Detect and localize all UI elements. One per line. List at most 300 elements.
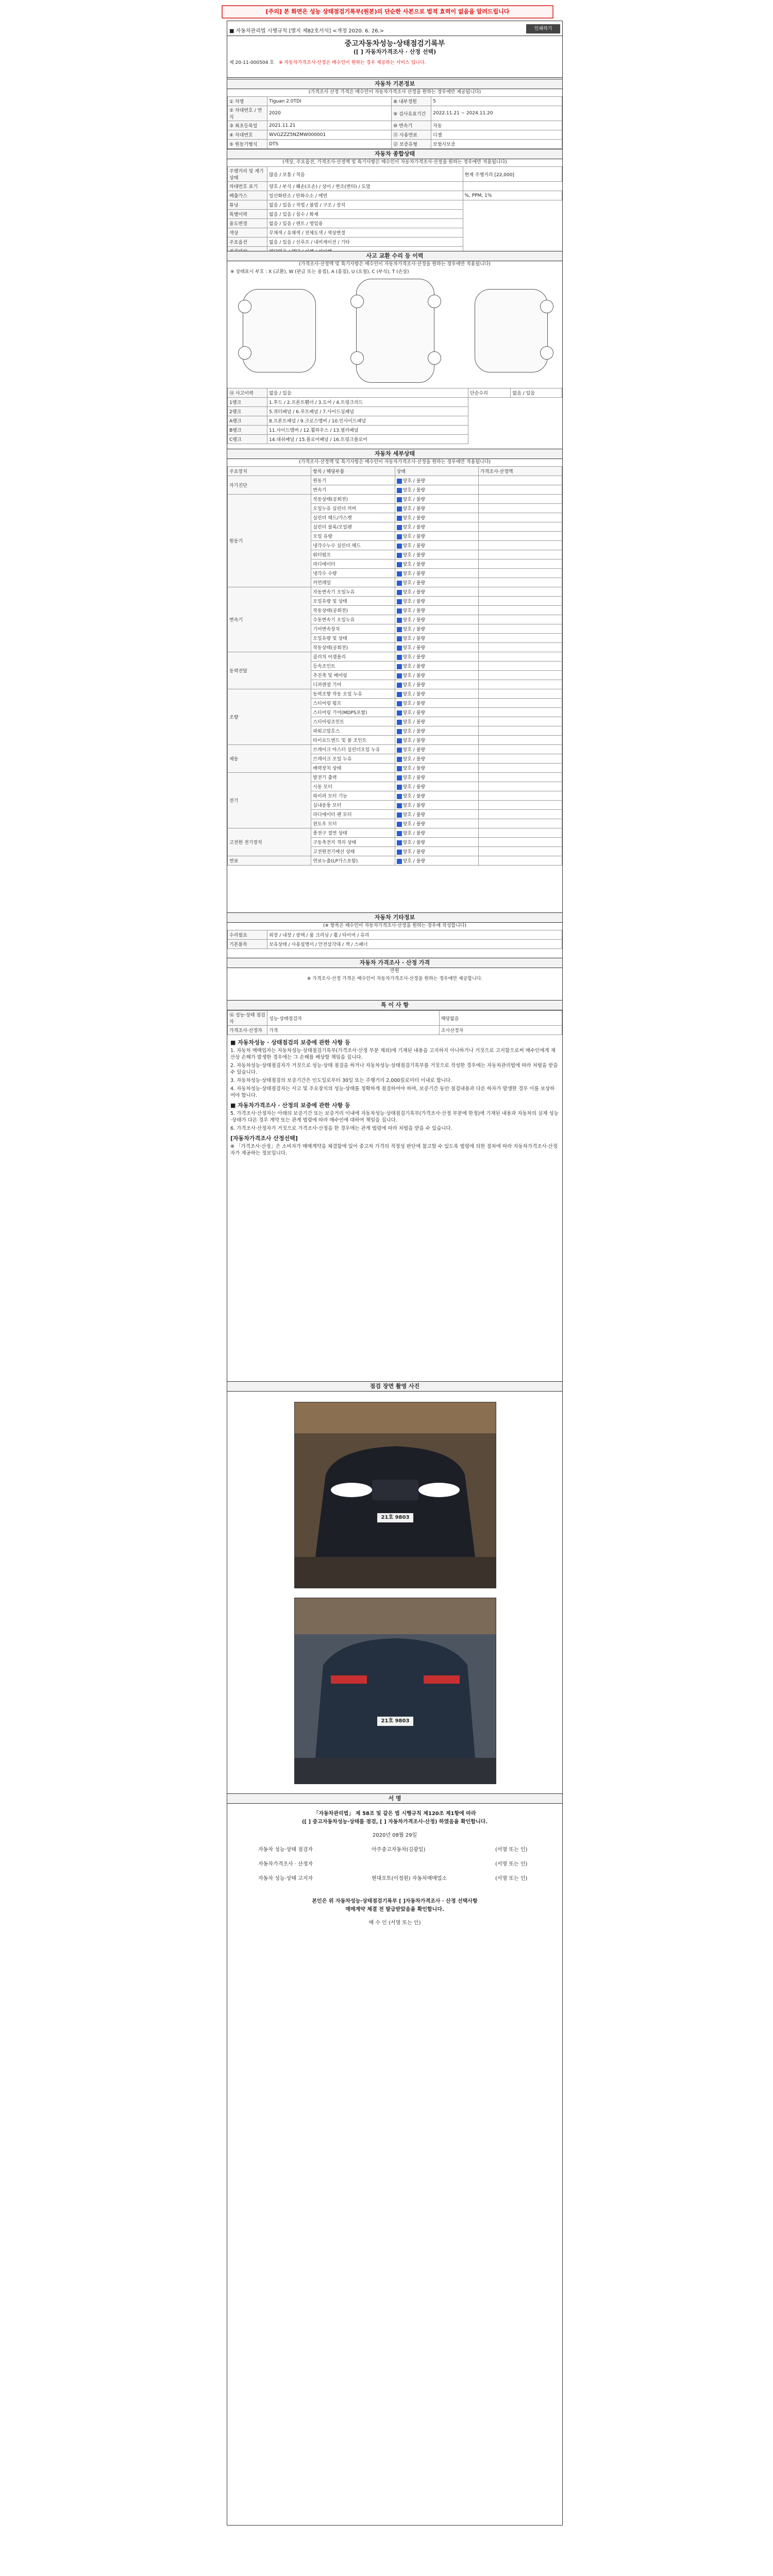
detail-price [478,671,562,680]
form-number: ■ 자동차관리법 시행규칙 [별지 제82호서식] <개정 2020. 6. 26.> [229,28,384,34]
other-info-sub: (※ 항목은 매수인이 자동차가격조사·산정을 원하는 경우에 작성합니다) [323,923,467,928]
detail-price [478,717,562,726]
checkbox-icon [397,720,402,725]
checkbox-icon [397,479,402,484]
accident-row [228,416,562,426]
basic-label: ④ 차대번호 [228,130,267,140]
status-row [228,200,562,210]
status-label: 색상 [228,228,267,238]
warranty-heading-1: ■ 자동차성능 · 상태점검의 보증에 관한 사항 등 [230,1039,350,1046]
status-value: 많음 / 보통 / 적음 [267,167,463,182]
basic-label: ② 차대번호 / 연식 [228,106,267,121]
detail-col-header: 가격조사·산정액 [478,467,562,476]
detail-state-text: 양호 / 불량 [402,479,426,484]
other-row [228,940,562,949]
checkbox-icon [397,590,402,595]
accident-value: 8.프론트패널 / 9.크로스멤버 / 10.인사이드패널 [267,416,468,426]
basic-label: ⑤ 원동기형식 [228,140,267,149]
status-table [227,166,562,256]
other-row [228,930,562,940]
checkbox-icon [397,571,402,577]
detail-state-text: 양호 / 불량 [402,646,426,651]
detail-state [395,541,478,550]
checkbox-icon [397,803,402,808]
signature-date: 2020년 08월 29일 [372,1833,417,1838]
detail-state-text: 양호 / 불량 [402,803,426,808]
detail-state [395,699,478,708]
inspection-photo-front [294,1402,496,1588]
detail-item: 실내송풍 모터 [311,801,395,810]
status-row [228,210,562,219]
status-sub: (색상, 주요옵션, 가격조사·산정액 및 특기사항은 매수인이 자동차가격조사·산정을 원하는 경우에만 적용됩니다) [282,160,507,165]
detail-state-text: 양호 / 불량 [402,608,426,614]
detail-state-text: 양호 / 불량 [402,673,426,679]
detail-group: 동력전달 [228,652,311,689]
basic-value: 디젤 [431,130,562,140]
checkbox-icon [397,775,402,781]
accident-label: ⑭ 사고이력 [228,388,267,398]
detail-price [478,810,562,819]
checkbox-icon [397,525,402,530]
checkbox-icon [397,664,402,669]
detail-price [478,587,562,597]
price-note: ※ 가격조사·산정 가격은 매수인이 자동차가격조사·산정을 원하는 경우에만 제공합니다. [307,976,483,981]
detail-state [395,615,478,624]
detail-state-text: 양호 / 불량 [402,822,426,827]
detail-head-row [228,467,562,476]
accident-header: 사고 교환 수리 등 이력 [227,251,562,261]
signature-law-1: 「자동차관리법」 제 58조 및 같은 법 시행규칙 제120조 제1항에 따라 [313,1811,476,1817]
detail-item: 구동축전지 격리 상태 [311,838,395,847]
accident-label: C랭크 [228,435,267,444]
checkbox-icon [397,757,402,762]
inspection-record-page [227,21,563,2526]
detail-state-text: 양호 / 불량 [402,562,426,567]
accident-table [227,388,562,444]
checkbox-icon [397,794,402,799]
detail-item: 타이로드엔드 및 볼 조인트 [311,736,395,745]
detail-state [395,754,478,764]
basic-label: ⑩ 변속기 [392,121,431,130]
detail-item: 냉각수 수량 [311,569,395,578]
detail-state [395,689,478,699]
special-notes-table [227,1010,562,1035]
buyer-signature: 매 수 인 (서명 또는 인) [368,1920,421,1926]
document-title-block [227,36,562,78]
checkbox-icon [397,636,402,641]
detail-state [395,624,478,634]
front-license-plate: 21호 9803 [381,1515,410,1520]
print-button[interactable]: 인쇄하기 [526,24,560,33]
detail-col-header: 상태 [395,467,478,476]
status-value: %, PPM, 1% [463,191,562,200]
status-row [228,191,562,200]
status-row [228,238,562,247]
detail-price [478,838,562,847]
checkbox-icon [397,506,402,512]
car-rear-photo [295,1598,496,1784]
checkbox-icon [397,729,402,734]
price-warranty-paragraph: 6. 가격조사·산정자가 거짓으로 가격조사·산정을 한 경우에는 관계 법령에 따라 처벌을 받을 수 있습니다. [230,1126,452,1131]
detail-item: 오일 유량 [311,532,395,541]
special-cell: ⑯ 성능·상태 점검자 [228,1011,267,1026]
detail-item: 작동상태(공회전) [311,495,395,504]
detail-price [478,578,562,587]
detail-state-text: 양호 / 불량 [402,534,426,539]
detail-price [478,689,562,699]
detail-price [478,662,562,671]
detail-item: 윈도우 모터 [311,819,395,828]
detail-state-text: 양호 / 불량 [402,683,426,688]
detail-state [395,726,478,736]
detail-state [395,736,478,745]
detail-price [478,485,562,495]
basic-row [228,140,562,149]
detail-price [478,624,562,634]
status-label: 특별이력 [228,210,267,219]
detail-state [395,569,478,578]
detail-item: 충전구 절연 상태 [311,828,395,838]
detail-table [227,466,562,866]
detail-state-text: 양호 / 불량 [402,775,426,781]
detail-state-text: 양호 / 불량 [402,553,426,558]
detail-price [478,680,562,689]
detail-row [228,745,562,754]
detail-state [395,782,478,791]
accident-value: 단순수리 [468,388,511,398]
detail-state-text: 양호 / 불량 [402,599,426,604]
signature-header: 서 명 [227,1793,562,1804]
price-warranty-paragraph: 5. 가격조사·산정자는 아래의 보증기간 또는 보증거리 이내에 자동차성능·상태점검기록부(가격조사·산정 부분에 한정)에 기재된 내용과 자동차의 실제 성능·상태가 다른 경우 계약 또는 관계 법령에 따라 매수인에 대하여 책임을 집니다. [230,1111,559,1123]
car-front-photo [295,1402,496,1588]
basic-value: 2020 [267,106,392,121]
basic-value: 보험사보증 [431,140,562,149]
detail-item: 라디에이터 팬 모터 [311,810,395,819]
detail-price [478,615,562,624]
detail-state-text: 양호 / 불량 [402,488,426,493]
status-row [228,219,562,228]
status-value: 현재 주행거리 [22,000] [463,167,562,182]
checkbox-icon [397,859,402,864]
basic-label: ⑪ 사용연료 [392,130,431,140]
status-label: 용도변경 [228,219,267,228]
detail-item: 시동 모터 [311,782,395,791]
detail-price [478,708,562,717]
detail-sub: (가격조사·산정액 및 특기사항은 매수인이 자동차가격조사·산정을 원하는 경우에만 적용됩니다) [299,460,491,465]
warranty-paragraph: 2. 자동차성능·상태점검자가 거짓으로 성능·상태 점검을 하거나 자동차성능·상태점검기록부를 거짓으로 작성한 경우에는 자동차관리법에 따라 처벌을 받을 수 있습니다. [230,1063,558,1075]
detail-item: 브레이크 오일 누유 [311,754,395,764]
detail-item: 스티어링 펌프 [311,699,395,708]
status-label: 주행거리 및 계기상태 [228,167,267,182]
detail-state [395,828,478,838]
detail-state-text: 양호 / 불량 [402,525,426,530]
special-row [228,1026,562,1035]
basic-value: WVGZZZ5NZMW000001 [267,130,392,140]
detail-row [228,856,562,866]
signature-role: 자동차 성능·상태 점검자 [258,1847,313,1853]
signature-law-2: ([ ] 중고자동차성능·상태를 점검, [ ] 자동차가격조사·산정) 하였음을 확인합니다. [301,1819,488,1825]
detail-price [478,634,562,643]
signature-mark: (서명 또는 인) [495,1876,528,1882]
accident-value: 없음 / 있음 [267,388,468,398]
basic-value: 2022.11.21 ~ 2024.11.20 [431,106,562,121]
detail-state-text: 양호 / 불량 [402,571,426,577]
detail-price [478,801,562,810]
detail-group: 원동기 [228,495,311,587]
accident-row [228,398,562,407]
inspection-photo-rear [294,1598,496,1784]
detail-price [478,495,562,504]
detail-state [395,652,478,662]
detail-state [395,485,478,495]
detail-item: 수동변속기 오일누유 [311,615,395,624]
status-value: 양호 / 부식 / 훼손(오손) / 상이 / 변조(변타) / 도말 [267,182,463,191]
detail-price [478,764,562,773]
detail-state-text: 양호 / 불량 [402,516,426,521]
detail-state-text: 양호 / 불량 [402,738,426,743]
detail-state-text: 양호 / 불량 [402,812,426,818]
detail-state [395,606,478,615]
detail-price [478,504,562,513]
checkbox-icon [397,553,402,558]
checkbox-icon [397,831,402,836]
detail-price [478,606,562,615]
detail-state [395,717,478,726]
checkbox-icon [397,692,402,697]
accident-value: 없음 / 있음 [511,388,562,398]
detail-state [395,495,478,504]
detail-row [228,652,562,662]
detail-row [228,587,562,597]
detail-price [478,791,562,801]
status-value: 일산화탄소 / 탄화수소 / 매연 [267,191,463,200]
detail-item: 고전원전기배선 상태 [311,847,395,856]
warranty-notes [230,1036,559,1158]
accident-value: 11.사이드멤버 / 12.휠하우스 / 13.필러패널 [267,426,468,435]
accident-row [228,388,562,398]
detail-state [395,745,478,754]
checkbox-icon [397,562,402,567]
checkbox-icon [397,673,402,679]
warranty-paragraph: 3. 자동차성능·상태점검의 보증기간은 인도일로부터 30일 또는 주행거리 2,000킬로미터 이내로 합니다. [230,1078,452,1083]
detail-group: 전기 [228,773,311,828]
detail-row [228,495,562,504]
detail-price [478,569,562,578]
detail-item: 변속기 [311,485,395,495]
buyer-confirm-1: 본인은 위 자동차성능·상태점검기록부 [ ]자동차가격조사 · 산정 선택사항 [312,1899,478,1904]
checkbox-icon [397,618,402,623]
detail-price [478,773,562,782]
other-info-header: 자동차 기타정보 [227,912,562,923]
detail-state [395,597,478,606]
status-value: 없음 / 있음 / 적법 / 불법 / 구조 / 장치 [267,200,463,210]
status-row [228,228,562,238]
detail-state [395,532,478,541]
accident-row [228,407,562,416]
basic-row [228,121,562,130]
checkbox-icon [397,488,402,493]
checkbox-icon [397,850,402,855]
photos-header: 점검 장면 촬영 사진 [227,1381,562,1392]
checkbox-icon [397,608,402,614]
detail-item: 연료누출(LP가스포함) [311,856,395,866]
detail-state [395,634,478,643]
warranty-paragraph: 4. 자동차성능·상태점검자는 사고 및 주요장치의 성능·상태를 정확하게 점검하여야 하며, 보증기간 동안 점검내용과 다른 하자가 발생한 경우 이를 보상하여야 합니다. [230,1086,555,1098]
detail-group: 변속기 [228,587,311,652]
status-row [228,182,562,191]
basic-label: ③ 최초등록일 [228,121,267,130]
detail-state [395,476,478,485]
detail-state [395,708,478,717]
status-label: 주요옵션 [228,238,267,247]
detail-item: 작동상태(공회전) [311,606,395,615]
detail-price [478,652,562,662]
detail-state-text: 양호 / 불량 [402,544,426,549]
checkbox-icon [397,544,402,549]
signature-name: 아주중고자동차(김광일) [372,1847,426,1853]
detail-row [228,773,562,782]
detail-state [395,643,478,652]
detail-price [478,745,562,754]
price-select-heading: [자동차가격조사 산정선택] [230,1135,298,1142]
checkbox-icon [397,812,402,818]
detail-item: 와이퍼 모터 기능 [311,791,395,801]
detail-state-text: 양호 / 불량 [402,859,426,864]
detail-item: 워터펌프 [311,550,395,560]
detail-price [478,782,562,791]
accident-value: 14.대쉬패널 / 15.플로어패널 / 16.트렁크플로어 [267,435,468,444]
detail-item: 실린더 블록/오일팬 [311,522,395,532]
detail-item: 커먼레일 [311,578,395,587]
status-value: 없음 / 있음 / 선루프 / 내비게이션 / 기타 [267,238,463,247]
detail-state [395,810,478,819]
detail-price [478,560,562,569]
special-notes-header: 특 이 사 항 [227,1000,562,1010]
basic-label: ⑫ 보증유형 [392,140,431,149]
detail-item: 원동기 [311,476,395,485]
basic-label: ⑧ 내부정원 [392,97,431,106]
checkbox-icon [397,599,402,604]
detail-state [395,791,478,801]
checkbox-icon [397,534,402,539]
detail-state [395,847,478,856]
status-row [228,167,562,182]
checkbox-icon [397,822,402,827]
detail-item: 기어변속장치 [311,624,395,634]
warranty-heading-2: ■ 자동차가격조사 · 산정의 보증에 관한 사항 등 [230,1102,350,1109]
checkbox-icon [397,497,402,502]
detail-state-text: 양호 / 불량 [402,757,426,762]
accident-row [228,426,562,435]
detail-price [478,726,562,736]
issue-number: 제 20-11-000504 호 [229,60,274,65]
detail-state-text: 양호 / 불량 [402,497,426,502]
signature-mark: (서명 또는 인) [495,1847,528,1853]
detail-price [478,736,562,745]
checkbox-icon [397,748,402,753]
detail-price [478,819,562,828]
accident-label: B랭크 [228,426,267,435]
detail-item: 작동상태(공회전) [311,643,395,652]
detail-state-text: 양호 / 불량 [402,729,426,734]
detail-state-text: 양호 / 불량 [402,720,426,725]
detail-state [395,522,478,532]
signature-role: 자동차 성능·상태 고지자 [258,1876,313,1882]
detail-price [478,597,562,606]
form-header [227,24,562,35]
detail-group: 고전원 전기장치 [228,828,311,856]
detail-price [478,541,562,550]
detail-item: 오일유량 및 상태 [311,597,395,606]
price-value: 만원 [390,969,399,974]
detail-state-text: 양호 / 불량 [402,636,426,641]
checkbox-icon [397,516,402,521]
detail-col-header: 주요장치 [228,467,311,476]
detail-row [228,828,562,838]
special-cell: 조사산정자 [439,1026,562,1035]
price-header: 자동차 가격조사 · 산정 가격 [227,958,562,968]
detail-state [395,773,478,782]
detail-state [395,587,478,597]
detail-state [395,504,478,513]
detail-item: 냉각수누수 실린더 헤드 [311,541,395,550]
checkbox-icon [397,581,402,586]
special-cell: 해당없음 [439,1011,562,1026]
detail-price [478,476,562,485]
detail-state-text: 양호 / 불량 [402,710,426,716]
detail-row [228,689,562,699]
checkbox-icon [397,701,402,706]
detail-state-text: 양호 / 불량 [402,627,426,632]
detail-state-text: 양호 / 불량 [402,794,426,799]
status-label: 튜닝 [228,200,267,210]
basic-value: 자동 [431,121,562,130]
detail-state [395,578,478,587]
disclaimer-banner: [주의] 본 화면은 성능 상태점검기록부(원본)의 단순한 사본으로 법적 효력이 없음을 알려드립니다 [222,5,553,19]
detail-state-text: 양호 / 불량 [402,831,426,836]
detail-item: 클러치 어셈블리 [311,652,395,662]
detail-item: 등속조인트 [311,662,395,671]
basic-value: DTS [267,140,392,149]
status-value: 없음 / 있음 / 렌트 / 영업용 [267,219,463,228]
checkbox-icon [397,840,402,845]
detail-item: 디퍼렌셜 기어 [311,680,395,689]
detail-item: 파워고압호스 [311,726,395,736]
detail-price [478,550,562,560]
detail-state [395,513,478,522]
detail-price [478,847,562,856]
special-row [228,1011,562,1026]
detail-item: 스티어링조인트 [311,717,395,726]
detail-group: 조향 [228,689,311,745]
basic-info-sub: (가격조사 산정 가격은 매수인이 자동차가격조사 산정을 원하는 경우에만 제공됩니다) [308,90,481,95]
basic-value: 2021.11.21 [267,121,392,130]
detail-state [395,819,478,828]
detail-state-text: 양호 / 불량 [402,692,426,697]
basic-row [228,130,562,140]
detail-state [395,764,478,773]
basic-value: Tiguan 2.0TDI [267,97,392,106]
detail-group: 자기진단 [228,476,311,495]
accident-value: 1.후드 / 2.프론트휀더 / 3.도어 / 4.트렁크리드 [267,398,468,407]
detail-item: 자동변속기 오일누유 [311,587,395,597]
warranty-paragraph: 1. 자동차 매매업자는 자동차성능·상태점검기록부(가격조사·산정 부분 제외)에 기재된 내용을 고지하지 아니하거나 거짓으로 고지함으로써 매수인에게 재산상 손해가 발생한 경우에는 그 손해를 배상할 책임을 집니다. [230,1048,556,1060]
detail-row [228,476,562,485]
detail-state-text: 양호 / 불량 [402,766,426,771]
detail-state-text: 양호 / 불량 [402,840,426,845]
detail-state [395,680,478,689]
other-label: 수리필요 [228,930,267,940]
